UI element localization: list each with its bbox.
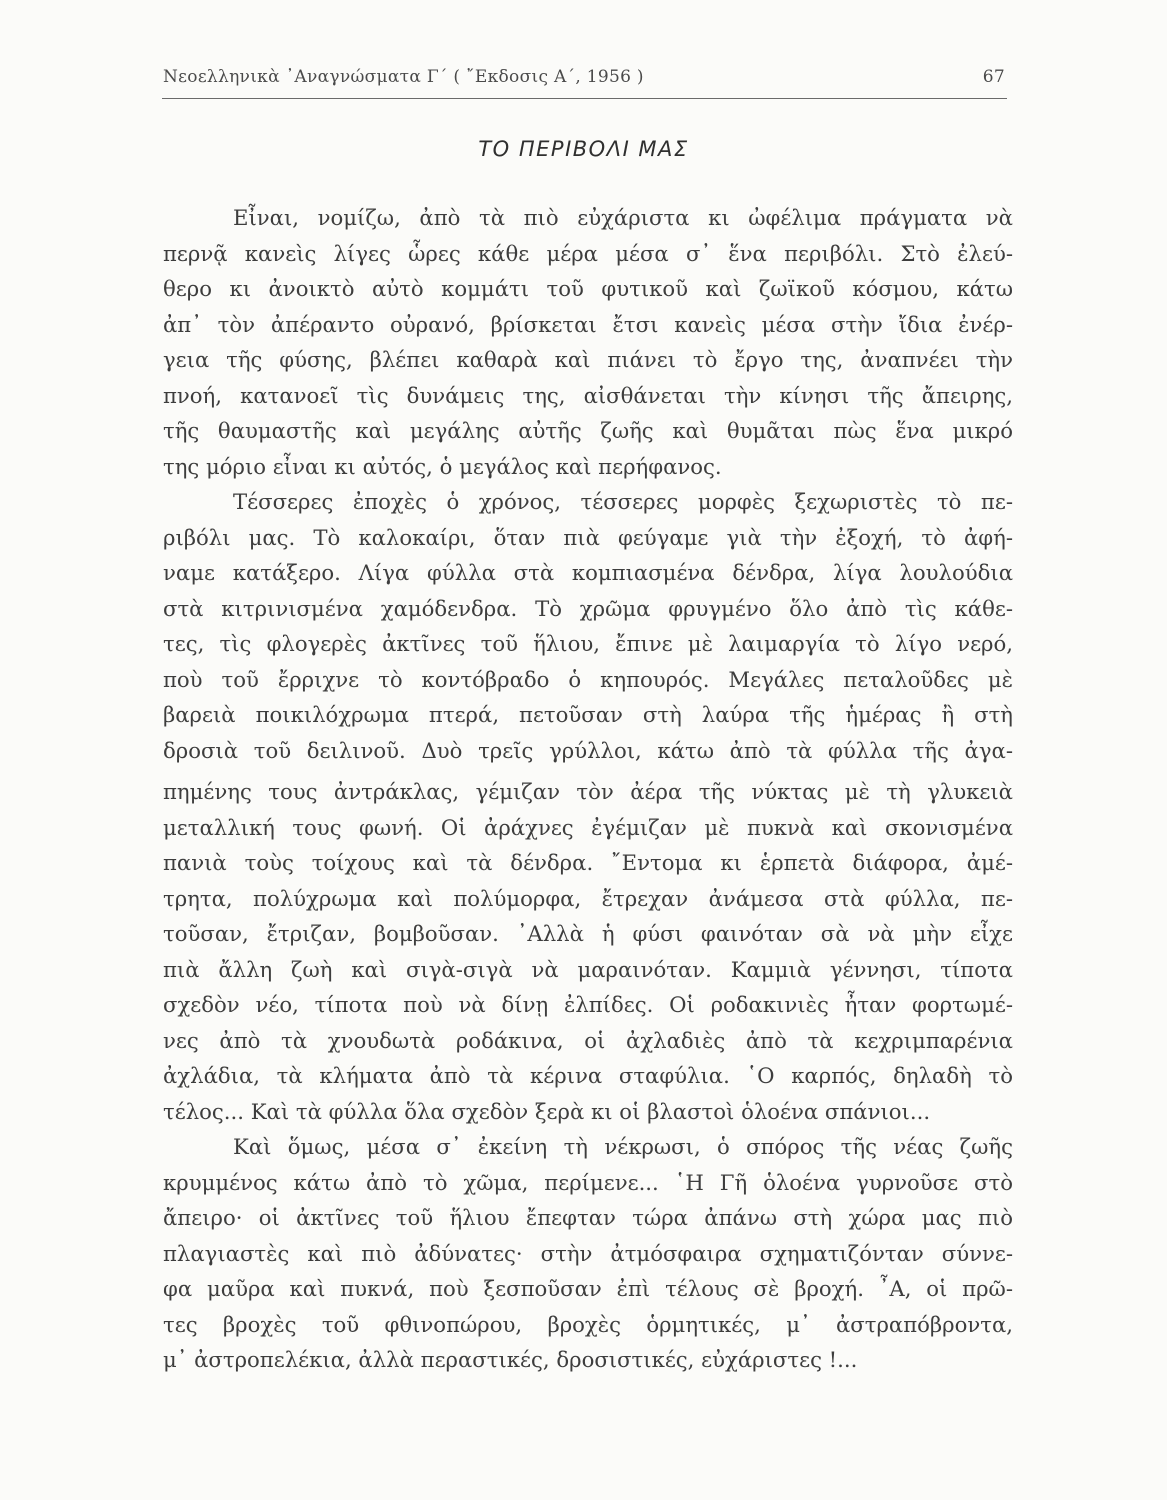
text-line: θερο κι ἀνοικτὸ αὐτὸ κομμάτι τοῦ φυτικοῦ καὶ ζωϊκοῦ κόσμου, κάτω	[163, 276, 1013, 301]
text-line: στὰ κιτρινισμένα χαμόδενδρα. Τὸ χρῶμα φρυγμένο ὅλο ἀπὸ τὶς κάθε-	[163, 595, 1013, 621]
text-line: της μόριο εἶναι κι αὐτός, ὁ μεγάλος καὶ περήφανος.	[163, 453, 722, 479]
text-line: Καὶ ὅμως, μέσα σ᾿ ἐκείνη τὴ νέκρωσι, ὁ σπόρος τῆς νέας ζωῆς	[233, 1134, 1013, 1159]
body-text	[163, 200, 1013, 1378]
text-line: μ᾿ ἀστροπελέκια, ἀλλὰ περαστικές, δροσιστικές, εὐχάριστες !...	[163, 1347, 858, 1372]
text-line: γεια τῆς φύσης, βλέπει καθαρὰ καὶ πιάνει τὸ ἔργο της, ἀναπνέει τὴν	[163, 347, 1013, 372]
text-line: ἀπ᾿ τὸν ἀπέραντο οὐρανό, βρίσκεται ἔτσι κανεὶς μέσα στὴν ἴδια ἐνέρ-	[163, 311, 1013, 337]
text-line: δροσιὰ τοῦ δειλινοῦ. Δυὸ τρεῖς γρύλλοι, κάτω ἀπὸ τὰ φύλλα τῆς ἀγα-	[163, 737, 1013, 763]
text-line: ναμε κατάξερο. Λίγα φύλλα στὰ κομπιασμένα δένδρα, λίγα λουλούδια	[163, 560, 1013, 585]
text-line: τες βροχὲς τοῦ φθινοπώρου, βροχὲς ὁρμητικές, μ᾿ ἀστραπόβροντα,	[163, 1311, 1013, 1337]
text-line: περνᾷ κανεὶς λίγες ὧρες κάθε μέρα μέσα σ᾿ ἕνα περιβόλι. Στὸ ἐλεύ-	[163, 240, 1013, 266]
running-title: Νεοελληνικὰ ᾿Αναγνώσματα Γ΄ ( ῎Εκδοσις Α΄, 1956 )	[163, 67, 644, 87]
text-line: φα μαῦρα καὶ πυκνά, ποὺ ξεσποῦσαν ἐπὶ τέλους σὲ βροχή. ῏Α, οἱ πρῶ-	[163, 1276, 1013, 1301]
running-head	[163, 62, 1005, 92]
text-line: Εἶναι, νομίζω, ἀπὸ τὰ πιὸ εὐχάριστα κι ὠφέλιμα πράγματα νὰ	[233, 205, 1013, 230]
text-line: νες ἀπὸ τὰ χνουδωτὰ ροδάκινα, οἱ ἀχλαδιὲς ἀπὸ τὰ κεχριμπαρένια	[163, 1027, 1013, 1053]
text-line: κρυμμένος κάτω ἀπὸ τὸ χῶμα, περίμενε... ῾Η Γῆ ὁλοένα γυρνοῦσε στὸ	[163, 1169, 1013, 1195]
text-line: πημένης τους ἀντράκλας, γέμιζαν τὸν ἀέρα τῆς νύκτας μὲ τὴ γλυκειὰ	[163, 779, 1013, 804]
text-line: τῆς θαυμαστῆς καὶ μεγάλης αὐτῆς ζωῆς καὶ θυμᾶται πὼς ἕνα μικρό	[163, 418, 1013, 443]
text-line: πλαγιαστὲς καὶ πιὸ ἀδύνατες· στὴν ἀτμόσφαιρα σχηματιζόνταν σύννε-	[163, 1240, 1013, 1266]
text-line: ἄπειρο· οἱ ἀκτῖνες τοῦ ἥλιου ἔπεφταν τώρα ἀπάνω στὴ χώρα μας πιὸ	[163, 1205, 1013, 1230]
text-line: τρητα, πολύχρωμα καὶ πολύμορφα, ἔτρεχαν ἀνάμεσα στὰ φύλλα, πε-	[163, 885, 1013, 911]
text-line: ριβόλι μας. Τὸ καλοκαίρι, ὅταν πιὰ φεύγαμε γιὰ τὴν ἐξοχή, τὸ ἀφή-	[163, 524, 1013, 550]
text-line: πνοή, κατανοεῖ τὶς δυνάμεις της, αἰσθάνεται τὴν κίνησι τῆς ἄπειρης,	[163, 382, 1013, 408]
text-line: τοῦσαν, ἔτριζαν, βομβοῦσαν. ᾿Αλλὰ ἡ φύσι φαινόταν σὰ νὰ μὴν εἶχε	[163, 921, 1013, 946]
text-line: πιὰ ἄλλη ζωὴ καὶ σιγὰ-σιγὰ νὰ μαραινόταν. Καμμιὰ γέννησι, τίποτα	[163, 956, 1013, 982]
page-number: 67	[982, 67, 1005, 87]
text-line: μεταλλική τους φωνή. Οἱ ἀράχνες ἐγέμιζαν μὲ πυκνὰ καὶ σκονισμένα	[163, 814, 1013, 840]
header-rule	[162, 98, 1007, 99]
text-line: τέλος... Καὶ τὰ φύλλα ὅλα σχεδὸν ξερὰ κι οἱ βλαστοὶ ὁλοένα σπάνιοι...	[163, 1098, 931, 1124]
text-line: Τέσσερες ἐποχὲς ὁ χρόνος, τέσσερες μορφὲς ξεχωριστὲς τὸ πε-	[233, 489, 1013, 514]
text-line: σχεδὸν νέο, τίποτα ποὺ νὰ δίνῃ ἐλπίδες. Οἱ ροδακινιὲς ἦταν φορτωμέ-	[163, 992, 1013, 1017]
text-line: βαρειὰ ποικιλόχρωμα πτερά, πετοῦσαν στὴ λαύρα τῆς ἡμέρας ἢ στὴ	[163, 702, 1013, 727]
text-line: τες, τὶς φλογερὲς ἀκτῖνες τοῦ ἥλιου, ἔπινε μὲ λαιμαργία τὸ λίγο νερό,	[163, 631, 1013, 656]
text-line: ποὺ τοῦ ἔρριχνε τὸ κοντόβραδο ὁ κηπουρός. Μεγάλες πεταλοῦδες μὲ	[163, 666, 1013, 692]
chapter-title: ΤΟ ΠΕΡΙΒΟΛΙ ΜΑΣ	[478, 137, 689, 161]
text-line: πανιὰ τοὺς τοίχους καὶ τὰ δένδρα. ῎Εντομα κι ἑρπετὰ διάφορα, ἀμέ-	[163, 850, 1013, 875]
text-line: ἀχλάδια, τὰ κλήματα ἀπὸ τὰ κέρινα σταφύλια. ῾Ο καρπός, δηλαδὴ τὸ	[163, 1063, 1013, 1088]
